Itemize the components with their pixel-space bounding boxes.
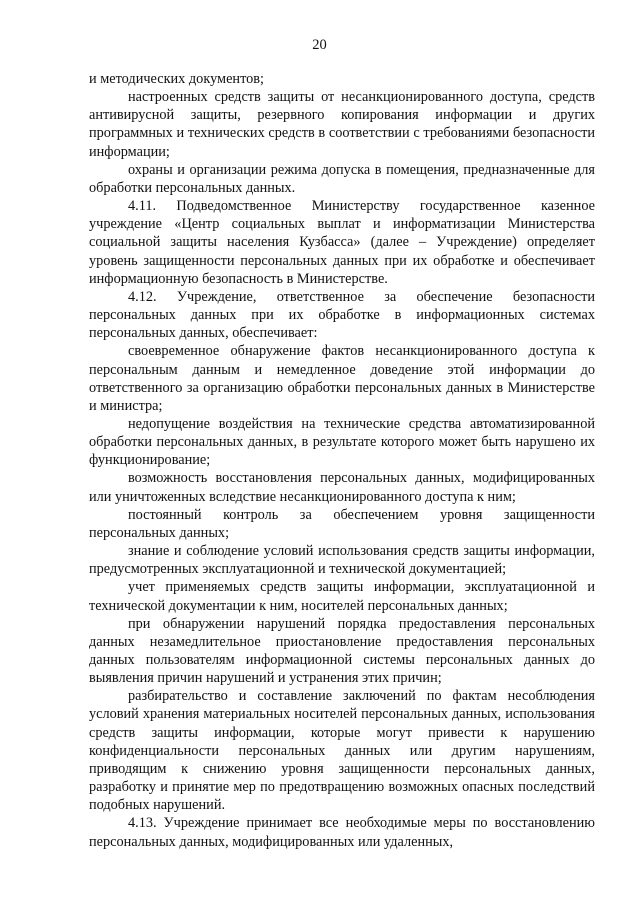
paragraph-detection: своевременное обнаружение фактов несанкционированного доступа к персональным данным и немедленное доведение этой информации до ответственного за организацию обработки персональных данных в Министерстве и министра; [89,343,595,414]
paragraph-knowledge: знание и соблюдение условий использования средств защиты информации, предусмотренных эксплуатационной и технической документацией; [89,543,595,578]
paragraph-security-tools: настроенных средств защиты от несанкционированного доступа, средств антивирусной защиты, резервного копирования информации и других программных и технических средств в соответствии с требованиями безопасности информации; [89,89,595,160]
page-number: 20 [312,37,327,53]
paragraph-prevention: недопущение воздействия на технические средства автоматизированной обработки персональных данных, в результате которого может быть нарушено их функционирование; [89,415,595,469]
paragraph-violations-response: при обнаружении нарушений порядка предоставления персональных данных незамедлительное приостановление предоставления персональных данных пользователям информационной системы персональных данных до выявления причин нарушений и устранения этих причин; [89,615,595,687]
paragraph-premises-access: охраны и организации режима допуска в помещения, предназначенные для обработки персональных данных. [89,161,595,196]
paragraph-continuation: и методических документов; [89,71,264,87]
paragraph-accounting: учет применяемых средств защиты информации, эксплуатационной и технической документации к ним, носителей персональных данных; [89,579,595,614]
paragraph-4-13: 4.13. Учреждение принимает все необходимые меры по восстановлению персональных данных, модифицированных или удаленных, [89,815,595,850]
paragraph-4-11: 4.11. Подведомственное Министерству государственное казенное учреждение «Центр социальных выплат и информатизации Министерства социальной защиты населения Кузбасса» (далее – Учреждение) определяет уровень защищенности персональных данных при их обработке и обеспечивает информационную безопасность в Министерстве. [89,198,595,287]
paragraph-restoration: возможность восстановления персональных данных, модифицированных или уничтоженных вследствие несанкционированного доступа к ним; [89,470,595,505]
document-body [89,70,595,851]
paragraph-4-12: 4.12. Учреждение, ответственное за обеспечение безопасности персональных данных при их обработке в информационных системах персональных данных, обеспечивает: [89,288,595,342]
paragraph-monitoring: постоянный контроль за обеспечением уровня защищенности персональных данных; [89,506,595,541]
paragraph-investigation: разбирательство и составление заключений по фактам несоблюдения условий хранения материальных носителей персональных данных, использования средств защиты информации, которые могут привести к нарушению конфиденциальности персональных данных или другим нарушениям, приводящим к снижению уровня защищенности персональных данных, разработку и принятие мер по предотвращению возможных опасных последствий подобных нарушений. [89,688,595,814]
